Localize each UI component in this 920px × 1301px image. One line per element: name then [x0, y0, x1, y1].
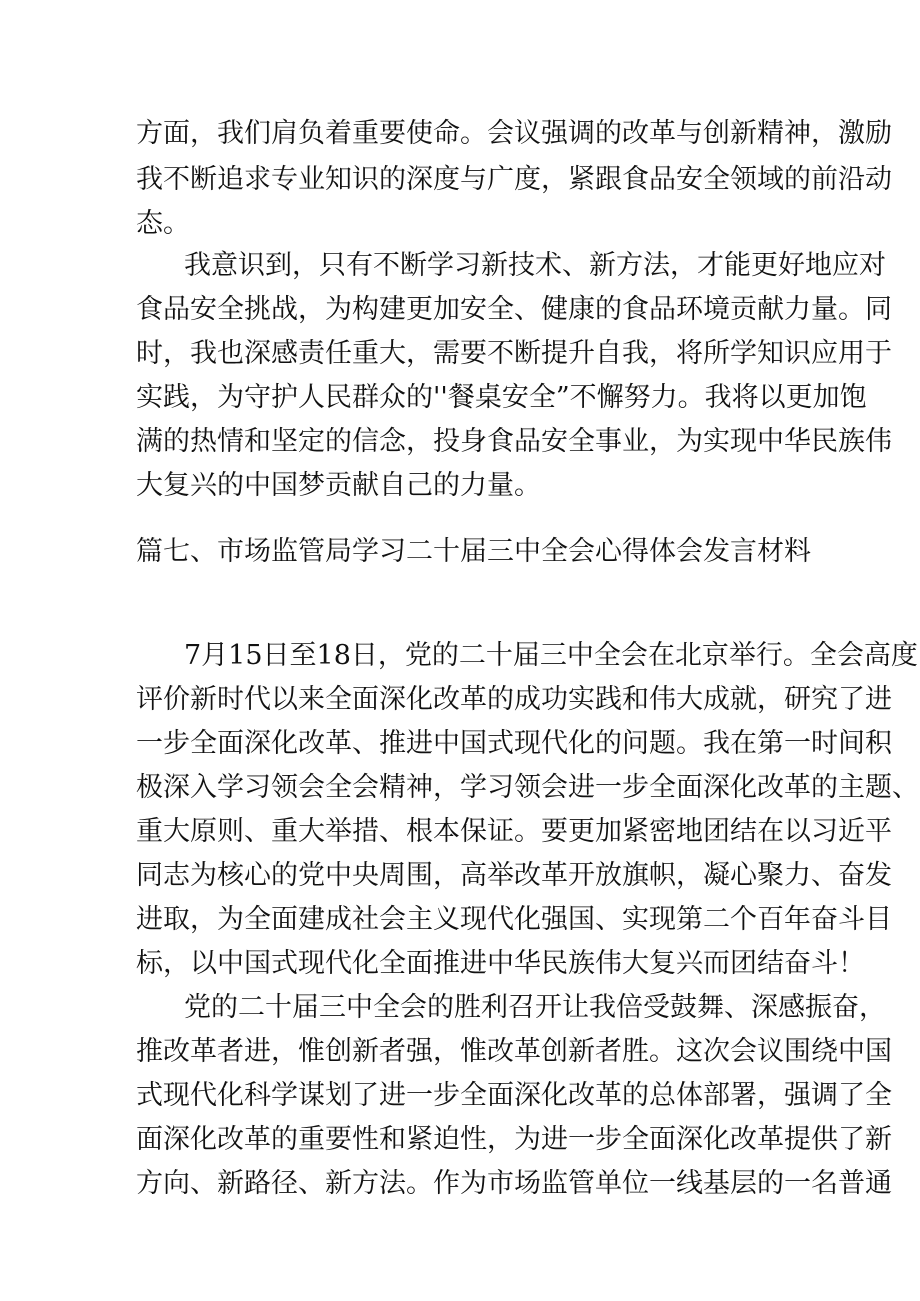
paragraph-2-line-1: 我意识到，只有不断学习新技术、新方法，才能更好地应对 — [184, 250, 886, 281]
paragraph-4-line-4: 面深化改革的重要性和紧迫性，为进一步全面深化改革提供了新 — [136, 1124, 892, 1155]
paragraph-3-line-7: 进取，为全面建成社会主义现代化强国、实现第二个百年奋斗目 — [136, 904, 892, 935]
section-heading: 篇七、市场监管局学习二十届三中全会心得体会发言材料 — [136, 536, 811, 567]
paragraph-2-line-6: 大复兴的中国梦贡献自己的力量。 — [136, 470, 541, 501]
paragraph-3-line-8: 标，以中国式现代化全面推进中华民族伟大复兴而团结奋斗！ — [136, 948, 865, 979]
paragraph-1-line-1: 方面，我们肩负着重要使命。会议强调的改革与创新精神，激励 — [136, 118, 892, 149]
paragraph-2-line-4: 实践，为守护人民群众的''餐桌安全”不懈努力。我将以更加饱 — [136, 382, 867, 413]
paragraph-2-line-3: 时，我也深感责任重大，需要不断提升自我，将所学知识应用于 — [136, 338, 892, 369]
paragraph-3-line-6: 同志为核心的党中央周围，高举改革开放旗帜，凝心聚力、奋发 — [136, 860, 892, 891]
paragraph-1-line-2: 我不断追求专业知识的深度与广度，紧跟食品安全领域的前沿动 — [136, 164, 892, 195]
paragraph-4-line-5: 方向、新路径、新方法。作为市场监管单位一线基层的一名普通 — [136, 1168, 892, 1199]
paragraph-4-line-3: 式现代化科学谋划了进一步全面深化改革的总体部署，强调了全 — [136, 1080, 892, 1111]
paragraph-3-line-4: 极深入学习领会全会精神，学习领会进一步全面深化改革的主题、 — [136, 772, 919, 803]
paragraph-3-line-2: 评价新时代以来全面深化改革的成功实践和伟大成就，研究了进 — [136, 684, 892, 715]
paragraph-4-line-2: 推改革者进，惟创新者强，惟改革创新者胜。这次会议围绕中国 — [136, 1036, 892, 1067]
paragraph-1-line-3: 态。 — [136, 208, 190, 239]
paragraph-2-line-5: 满的热情和坚定的信念，投身食品安全事业，为实现中华民族伟 — [136, 426, 892, 457]
paragraph-2-line-2: 食品安全挑战，为构建更加安全、健康的食品环境贡献力量。同 — [136, 294, 892, 325]
paragraph-3-line-1: 7月15日至18日，党的二十届三中全会在北京举行。全会高度 — [184, 640, 918, 671]
paragraph-3-line-3: 一步全面深化改革、推进中国式现代化的问题。我在第一时间积 — [136, 728, 892, 759]
paragraph-3-line-5: 重大原则、重大举措、根本保证。要更加紧密地团结在以习近平 — [136, 816, 892, 847]
paragraph-4-line-1: 党的二十届三中全会的胜利召开让我倍受鼓舞、深感振奋， — [184, 992, 886, 1023]
